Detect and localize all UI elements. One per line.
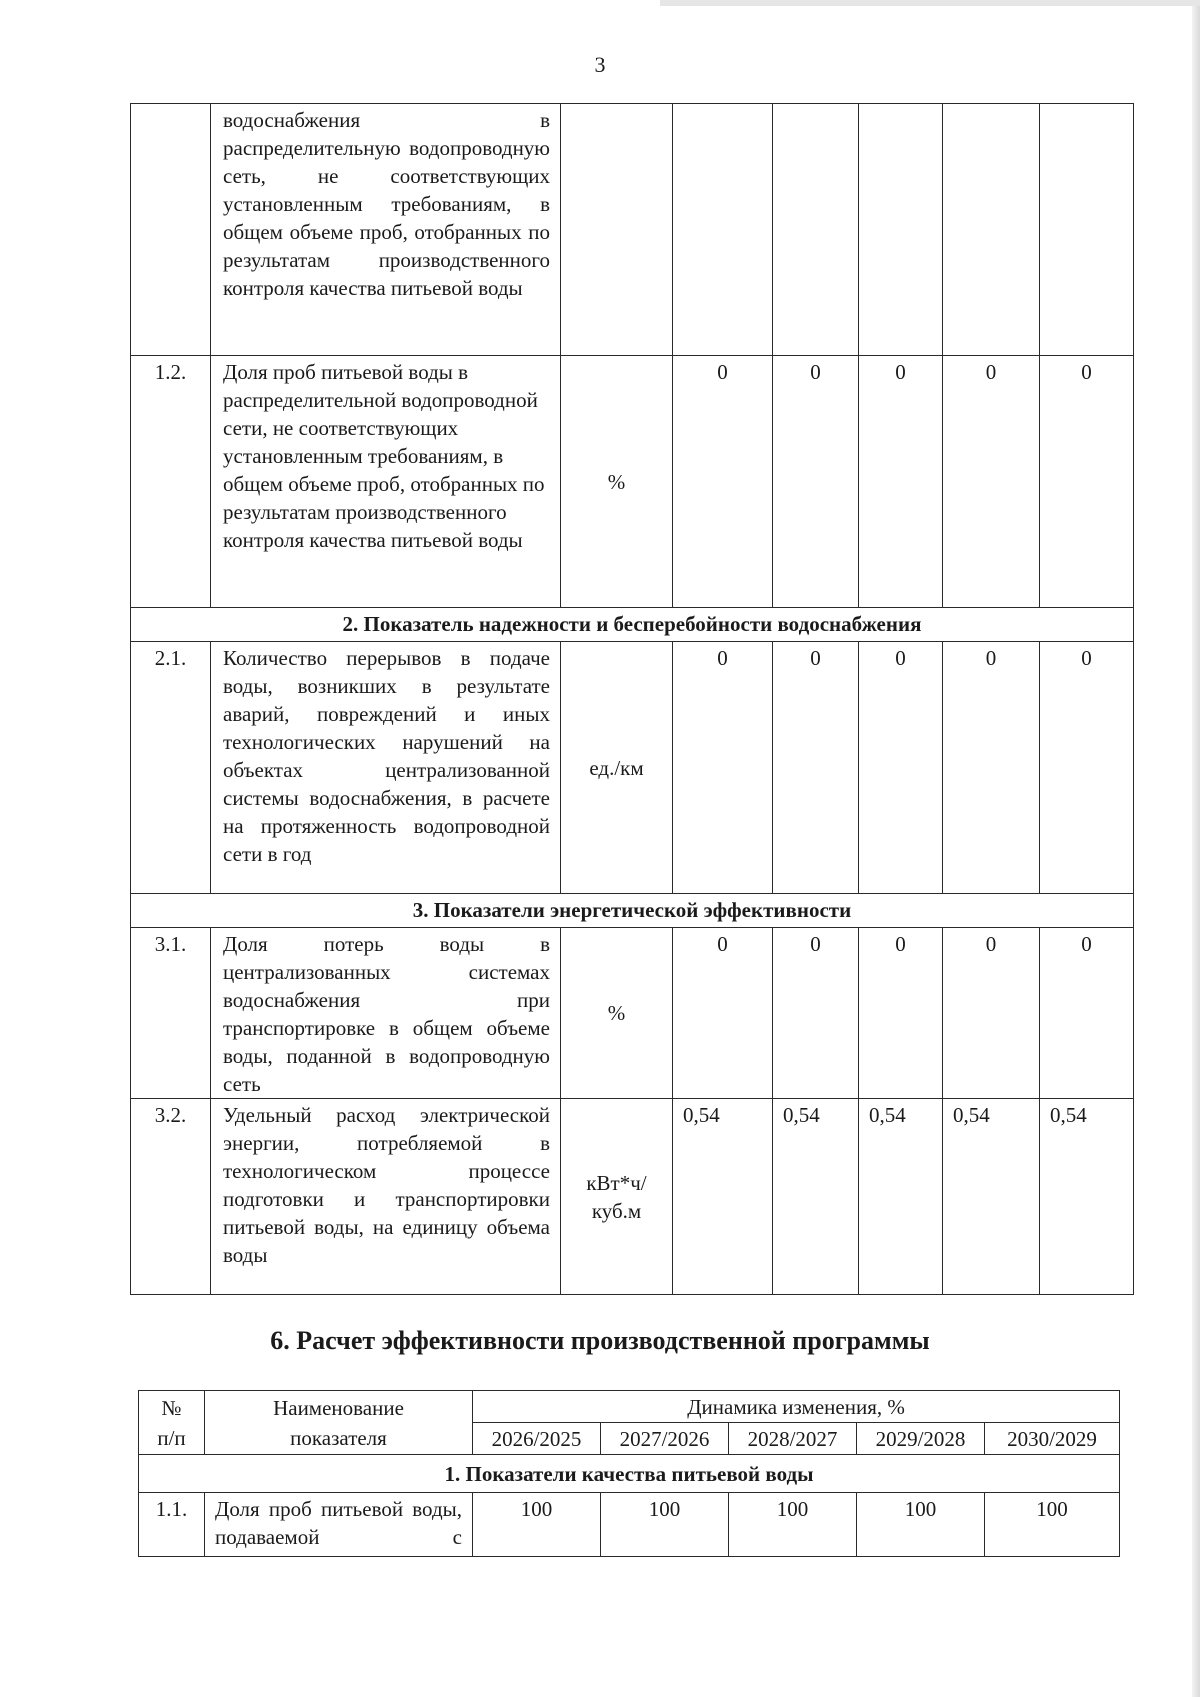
table-row <box>131 356 1134 608</box>
indicator-description: Доля потерь воды в централизованных системах водоснабжения при транспортировке в общем объеме воды, поданной в водопроводную сеть <box>211 928 561 1099</box>
section-row <box>131 608 1134 642</box>
table-row <box>131 642 1134 894</box>
value-cell: 0 <box>773 642 859 894</box>
value-cell: 100 <box>857 1493 985 1557</box>
header-num-line: № <box>161 1395 182 1420</box>
unit-cell: ед./км <box>561 642 673 894</box>
row-num: 3.2. <box>131 1099 211 1295</box>
unit-cell <box>561 1099 673 1295</box>
row-num: 3.1. <box>131 928 211 1099</box>
value-cell: 0 <box>1040 642 1134 894</box>
value-cell: 0 <box>943 356 1040 608</box>
page-top-edge <box>660 0 1200 6</box>
page-edge-shadow <box>1192 0 1200 1697</box>
header-name <box>205 1391 473 1455</box>
value-cell: 0,54 <box>1040 1099 1134 1295</box>
header-year: 2030/2029 <box>985 1423 1120 1455</box>
section-title: 1. Показатели качества питьевой воды <box>139 1455 1120 1493</box>
value-cell: 0 <box>859 928 943 1099</box>
header-name-line: Наименование <box>273 1395 404 1420</box>
page-number: 3 <box>594 52 606 77</box>
value-cell <box>1040 104 1134 356</box>
unit-cell: % <box>561 928 673 1099</box>
row-num: 1.1. <box>139 1493 205 1557</box>
value-cell: 100 <box>985 1493 1120 1557</box>
row-num: 2.1. <box>131 642 211 894</box>
header-num-line: п/п <box>157 1425 186 1450</box>
section-row <box>131 894 1134 928</box>
table-row <box>131 1099 1134 1295</box>
indicator-description: Количество перерывов в подаче воды, возникших в результате аварий, повреждений и иных технологических нарушений на объектах централизованной системы водоснабжения, в расчете на протяженность водопроводной сети в год <box>211 642 561 894</box>
value-cell: 0,54 <box>859 1099 943 1295</box>
value-cell <box>773 104 859 356</box>
value-cell: 100 <box>601 1493 729 1557</box>
value-cell: 0 <box>943 928 1040 1099</box>
indicator-description: Доля проб питьевой воды, подаваемой с <box>205 1493 473 1557</box>
header-dynamics: Динамика изменения, % <box>473 1391 1120 1423</box>
value-cell: 0 <box>1040 356 1134 608</box>
value-cell: 0 <box>673 356 773 608</box>
section-title: 3. Показатели энергетической эффективности <box>131 894 1134 928</box>
header-year: 2028/2027 <box>729 1423 857 1455</box>
unit-cell <box>561 104 673 356</box>
table-row <box>131 928 1134 1099</box>
header-num <box>139 1391 205 1455</box>
value-cell: 0,54 <box>673 1099 773 1295</box>
header-year: 2029/2028 <box>857 1423 985 1455</box>
unit-line: кВт*ч/ <box>586 1170 647 1195</box>
value-cell: 0 <box>859 356 943 608</box>
section-title: 2. Показатель надежности и бесперебойности водоснабжения <box>131 608 1134 642</box>
value-cell <box>859 104 943 356</box>
indicators-table <box>130 103 1134 1295</box>
unit-line: куб.м <box>591 1198 642 1223</box>
value-cell: 0 <box>859 642 943 894</box>
section-row <box>139 1455 1120 1493</box>
header-year: 2027/2026 <box>601 1423 729 1455</box>
table-row <box>139 1493 1120 1557</box>
value-cell: 0 <box>1040 928 1134 1099</box>
row-num: 1.2. <box>131 356 211 608</box>
value-cell: 100 <box>473 1493 601 1557</box>
table-row <box>131 104 1134 356</box>
efficiency-table <box>138 1390 1120 1557</box>
value-cell: 0,54 <box>943 1099 1040 1295</box>
indicator-description: Доля проб питьевой воды в распределительной водопроводной сети, не соответствующих установленным требованиям, в общем объеме проб, отобранных по результатам производственного контроля качества питьевой воды <box>211 356 561 608</box>
unit-cell: % <box>561 356 673 608</box>
value-cell: 0 <box>773 356 859 608</box>
value-cell: 0 <box>773 928 859 1099</box>
header-year: 2026/2025 <box>473 1423 601 1455</box>
value-cell <box>673 104 773 356</box>
section-6-title: 6. Расчет эффективности производственной программы <box>270 1326 930 1355</box>
value-cell: 0 <box>673 928 773 1099</box>
row-num-cell <box>131 104 211 356</box>
indicator-description: Удельный расход электрической энергии, потребляемой в технологическом процессе подготовки и транспортировки питьевой воды, на единицу объема воды <box>211 1099 561 1295</box>
value-cell: 100 <box>729 1493 857 1557</box>
header-name-line: показателя <box>290 1425 387 1450</box>
value-cell: 0 <box>673 642 773 894</box>
value-cell: 0 <box>943 642 1040 894</box>
header-row <box>139 1391 1120 1423</box>
indicator-description: водоснабжения в распределительную водопроводную сеть, не соответствующих установленным требованиям, в общем объеме проб, отобранных по результатам производственного контроля качества питьевой воды <box>211 104 561 356</box>
value-cell: 0,54 <box>773 1099 859 1295</box>
value-cell <box>943 104 1040 356</box>
